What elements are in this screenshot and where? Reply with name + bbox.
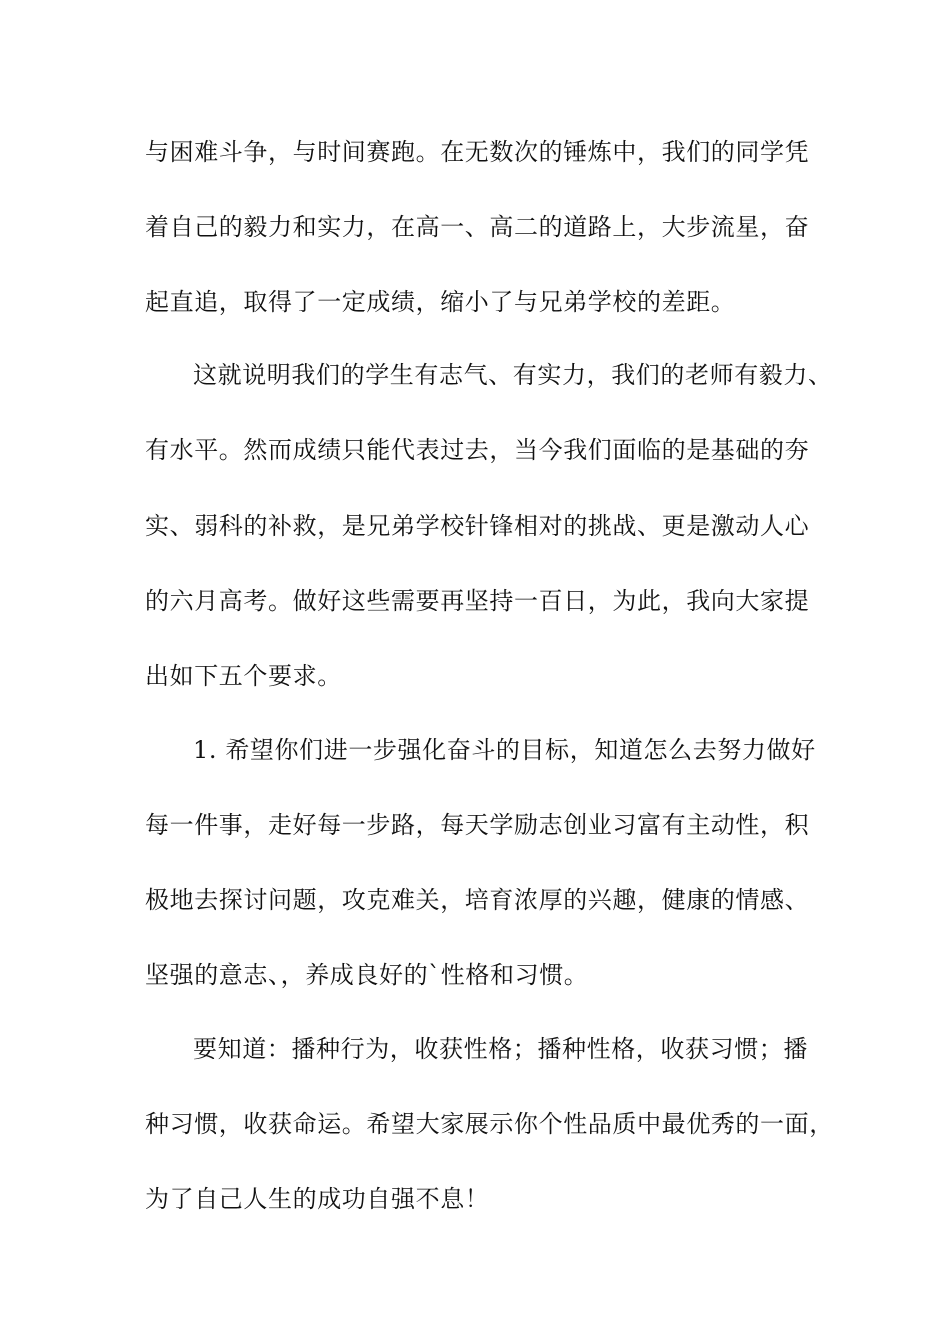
paragraph-4-line-1: 要知道：播种行为，收获性格；播种性格，收获习惯；播: [193, 1035, 808, 1063]
paragraph-2-line-2: 有水平。然而成绩只能代表过去，当今我们面临的是基础的夯: [145, 436, 810, 464]
paragraph-1-line-2: 着自己的毅力和实力，在高一、高二的道路上，大步流星，奋: [145, 213, 810, 241]
paragraph-2-line-5: 出如下五个要求。: [145, 662, 342, 690]
paragraph-2-line-4: 的六月高考。做好这些需要再坚持一百日，为此，我向大家提: [145, 587, 810, 615]
paragraph-1-line-1: 与困难斗争，与时间赛跑。在无数次的锤炼中，我们的同学凭: [145, 138, 810, 166]
paragraph-3-line-1: 1. 希望你们进一步强化奋斗的目标，知道怎么去努力做好: [193, 736, 816, 764]
paragraph-4-line-3: 为了自己人生的成功自强不息！: [145, 1185, 490, 1213]
paragraph-4-line-2: 种习惯，收获命运。希望大家展示你个性品质中最优秀的一面，: [145, 1110, 834, 1138]
paragraph-1-line-3: 起直追，取得了一定成绩，缩小了与兄弟学校的差距。: [145, 288, 736, 316]
paragraph-2-line-3: 实、弱科的补救，是兄弟学校针锋相对的挑战、更是激动人心: [145, 512, 810, 540]
paragraph-3-line-4: 坚强的意志、，养成良好的`性格和习惯。: [145, 961, 589, 989]
paragraph-3-line-2: 每一件事，走好每一步路，每天学励志创业习富有主动性，积: [145, 811, 810, 839]
paragraph-2-line-1: 这就说明我们的学生有志气、有实力，我们的老师有毅力、: [193, 361, 833, 389]
paragraph-3-line-3: 极地去探讨问题，攻克难关，培育浓厚的兴趣，健康的情感、: [145, 886, 810, 914]
